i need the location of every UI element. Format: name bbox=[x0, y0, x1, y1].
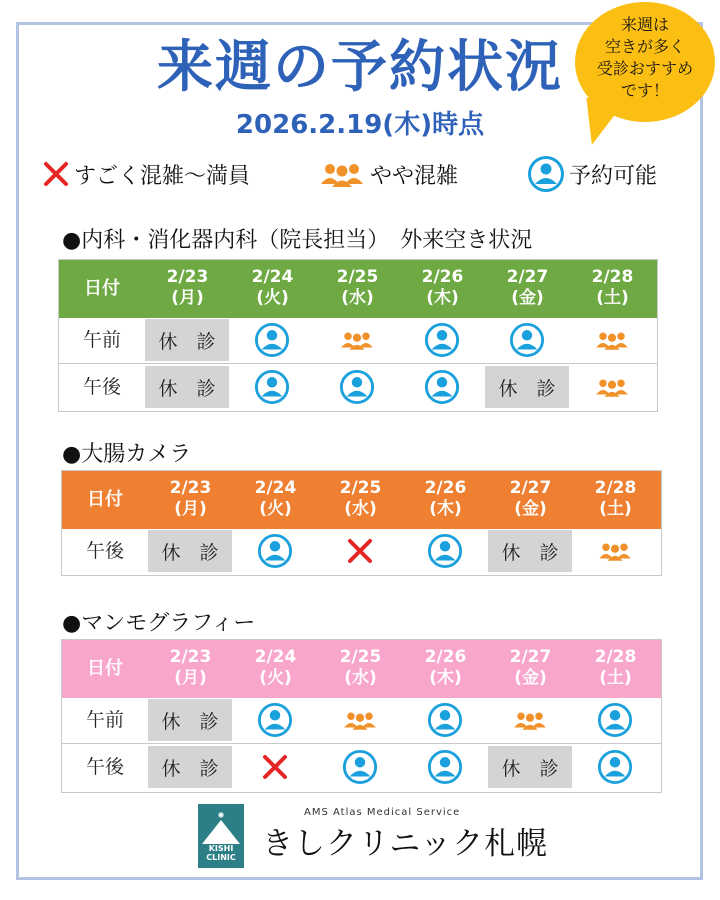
day-header bbox=[318, 640, 403, 698]
day-date: 2/23 bbox=[169, 478, 212, 498]
person-circle-icon bbox=[597, 702, 633, 738]
slot-full bbox=[318, 530, 402, 572]
legend-busy bbox=[318, 152, 458, 196]
day-header bbox=[573, 640, 658, 698]
slot-available bbox=[315, 366, 399, 408]
legend-available-label: 予約可能 bbox=[569, 163, 658, 189]
header-label: 日付 bbox=[84, 278, 120, 299]
day-header bbox=[145, 260, 230, 318]
header-label: 日付 bbox=[87, 489, 123, 510]
slot-available bbox=[230, 319, 314, 361]
person-circle-icon bbox=[427, 702, 463, 738]
legend-available bbox=[527, 152, 657, 196]
person-circle-icon bbox=[254, 322, 290, 358]
day-header bbox=[233, 640, 318, 698]
table-header bbox=[62, 640, 661, 698]
day-weekday: (火) bbox=[259, 499, 292, 519]
logo-text bbox=[198, 844, 244, 862]
slot-available bbox=[573, 699, 657, 741]
day-date: 2/23 bbox=[166, 267, 209, 287]
footer-subtitle: AMS Atlas Medical Service bbox=[304, 807, 461, 818]
bubble-line: です！ bbox=[620, 81, 669, 100]
day-weekday: (水) bbox=[341, 288, 374, 308]
cross-icon bbox=[261, 753, 289, 781]
slot-available bbox=[403, 746, 487, 788]
bubble-line: 空きが多く bbox=[604, 37, 685, 56]
slot-busy bbox=[315, 319, 399, 361]
day-date: 2/26 bbox=[424, 647, 467, 667]
day-header bbox=[233, 471, 318, 529]
day-weekday: (火) bbox=[259, 668, 292, 688]
row-label: 午前 bbox=[82, 329, 121, 351]
slot-available bbox=[400, 366, 484, 408]
day-header bbox=[488, 471, 573, 529]
group-icon bbox=[339, 329, 375, 351]
slot-busy bbox=[573, 530, 657, 572]
section-title-internal: ●内科・消化器内科（院長担当） 外来空き状況 bbox=[62, 228, 533, 253]
day-header bbox=[573, 471, 658, 529]
day-date: 2/24 bbox=[254, 478, 297, 498]
page-title: 来週の予約状況 bbox=[157, 35, 563, 100]
day-header bbox=[148, 640, 233, 698]
day-weekday: (木) bbox=[429, 668, 462, 688]
day-date: 2/25 bbox=[336, 267, 379, 287]
slot-busy bbox=[488, 699, 572, 741]
schedule-table-colonoscopy bbox=[61, 470, 662, 576]
group-icon bbox=[597, 540, 633, 562]
day-date: 2/24 bbox=[251, 267, 294, 287]
row-label: 午後 bbox=[82, 376, 121, 398]
day-header bbox=[485, 260, 570, 318]
schedule-table-mammography bbox=[61, 639, 662, 793]
person-circle-icon bbox=[424, 322, 460, 358]
slot-available bbox=[233, 699, 317, 741]
day-date: 2/27 bbox=[509, 478, 552, 498]
person-circle-icon bbox=[427, 749, 463, 785]
legend-full-label: すごく混雑〜満員 bbox=[74, 163, 251, 189]
day-weekday: (金) bbox=[511, 288, 544, 308]
table-row bbox=[62, 529, 661, 573]
person-circle-icon bbox=[257, 533, 293, 569]
slot-available bbox=[403, 699, 487, 741]
person-circle-icon bbox=[342, 749, 378, 785]
slot-closed bbox=[488, 530, 572, 572]
slot-closed bbox=[145, 366, 229, 408]
day-date: 2/26 bbox=[424, 478, 467, 498]
group-icon bbox=[342, 709, 378, 731]
day-header bbox=[488, 640, 573, 698]
slot-closed bbox=[485, 366, 569, 408]
bubble-line: 来週は bbox=[620, 15, 669, 34]
day-date: 2/24 bbox=[254, 647, 297, 667]
day-weekday: (土) bbox=[599, 499, 632, 519]
slot-closed bbox=[145, 319, 229, 361]
header-label: 日付 bbox=[87, 658, 123, 679]
legend-busy-label: やや混雑 bbox=[370, 163, 459, 189]
day-date: 2/28 bbox=[594, 478, 637, 498]
day-header bbox=[315, 260, 400, 318]
day-weekday: (木) bbox=[426, 288, 459, 308]
closed-label: 休 診 bbox=[161, 541, 219, 564]
group-icon bbox=[594, 376, 630, 398]
slot-available bbox=[400, 319, 484, 361]
closed-label: 休 診 bbox=[501, 757, 559, 780]
day-header bbox=[570, 260, 655, 318]
day-weekday: (金) bbox=[514, 668, 547, 688]
closed-label: 休 診 bbox=[158, 330, 216, 353]
group-icon bbox=[594, 329, 630, 351]
mountain-icon bbox=[198, 808, 244, 848]
day-weekday: (金) bbox=[514, 499, 547, 519]
legend-full bbox=[42, 152, 250, 196]
slot-available bbox=[318, 746, 402, 788]
person-circle-icon bbox=[527, 155, 565, 193]
day-weekday: (木) bbox=[429, 499, 462, 519]
row-divider bbox=[59, 363, 657, 364]
day-date: 2/26 bbox=[421, 267, 464, 287]
clinic-name: きしクリニック札幌 bbox=[262, 826, 549, 862]
recommend-bubble bbox=[575, 2, 715, 122]
slot-closed bbox=[488, 746, 572, 788]
slot-available bbox=[573, 746, 657, 788]
slot-busy bbox=[570, 366, 654, 408]
slot-closed bbox=[148, 746, 232, 788]
slot-full bbox=[233, 746, 317, 788]
day-weekday: (土) bbox=[596, 288, 629, 308]
slot-available bbox=[403, 530, 487, 572]
person-circle-icon bbox=[509, 322, 545, 358]
day-date: 2/28 bbox=[594, 647, 637, 667]
day-weekday: (月) bbox=[174, 499, 207, 519]
logo-text-line1: KISHI bbox=[208, 844, 234, 853]
table-row bbox=[62, 698, 661, 742]
row-label: 午前 bbox=[85, 709, 124, 731]
table-row bbox=[59, 365, 657, 409]
person-circle-icon bbox=[597, 749, 633, 785]
person-circle-icon bbox=[254, 369, 290, 405]
schedule-table-internal bbox=[58, 259, 658, 412]
day-weekday: (土) bbox=[599, 668, 632, 688]
person-circle-icon bbox=[427, 533, 463, 569]
logo-text-line2: CLINIC bbox=[206, 853, 236, 862]
closed-label: 休 診 bbox=[158, 377, 216, 400]
day-date: 2/23 bbox=[169, 647, 212, 667]
day-date: 2/25 bbox=[339, 647, 382, 667]
group-icon bbox=[512, 709, 548, 731]
day-header bbox=[400, 260, 485, 318]
section-title-colonoscopy: ●大腸カメラ bbox=[62, 442, 192, 467]
closed-label: 休 診 bbox=[161, 757, 219, 780]
day-header bbox=[403, 640, 488, 698]
day-header bbox=[318, 471, 403, 529]
day-date: 2/27 bbox=[506, 267, 549, 287]
day-weekday: (水) bbox=[344, 668, 377, 688]
group-icon bbox=[318, 160, 366, 188]
table-header bbox=[62, 471, 661, 529]
slot-busy bbox=[570, 319, 654, 361]
day-weekday: (月) bbox=[171, 288, 204, 308]
day-weekday: (月) bbox=[174, 668, 207, 688]
row-divider bbox=[62, 743, 661, 744]
day-header bbox=[230, 260, 315, 318]
day-header bbox=[403, 471, 488, 529]
day-date: 2/27 bbox=[509, 647, 552, 667]
day-header bbox=[148, 471, 233, 529]
closed-label: 休 診 bbox=[501, 541, 559, 564]
cross-icon bbox=[346, 537, 374, 565]
closed-label: 休 診 bbox=[498, 377, 556, 400]
slot-busy bbox=[318, 699, 402, 741]
day-date: 2/28 bbox=[591, 267, 634, 287]
slot-available bbox=[230, 366, 314, 408]
person-circle-icon bbox=[424, 369, 460, 405]
closed-label: 休 診 bbox=[161, 710, 219, 733]
row-label: 午後 bbox=[85, 756, 124, 778]
person-circle-icon bbox=[339, 369, 375, 405]
cross-icon bbox=[42, 160, 70, 188]
person-circle-icon bbox=[257, 702, 293, 738]
slot-closed bbox=[148, 530, 232, 572]
slot-closed bbox=[148, 699, 232, 741]
as-of-date: 2026.2.19(木)時点 bbox=[235, 110, 485, 140]
table-row bbox=[62, 745, 661, 789]
table-header bbox=[59, 260, 657, 318]
day-weekday: (水) bbox=[344, 499, 377, 519]
row-label: 午後 bbox=[85, 540, 124, 562]
day-weekday: (火) bbox=[256, 288, 289, 308]
slot-available bbox=[233, 530, 317, 572]
table-row bbox=[59, 318, 657, 362]
day-date: 2/25 bbox=[339, 478, 382, 498]
clinic-logo bbox=[198, 804, 244, 868]
bubble-line: 受診おすすめ bbox=[596, 59, 694, 78]
section-title-mammography: ●マンモグラフィー bbox=[62, 611, 256, 636]
slot-available bbox=[485, 319, 569, 361]
